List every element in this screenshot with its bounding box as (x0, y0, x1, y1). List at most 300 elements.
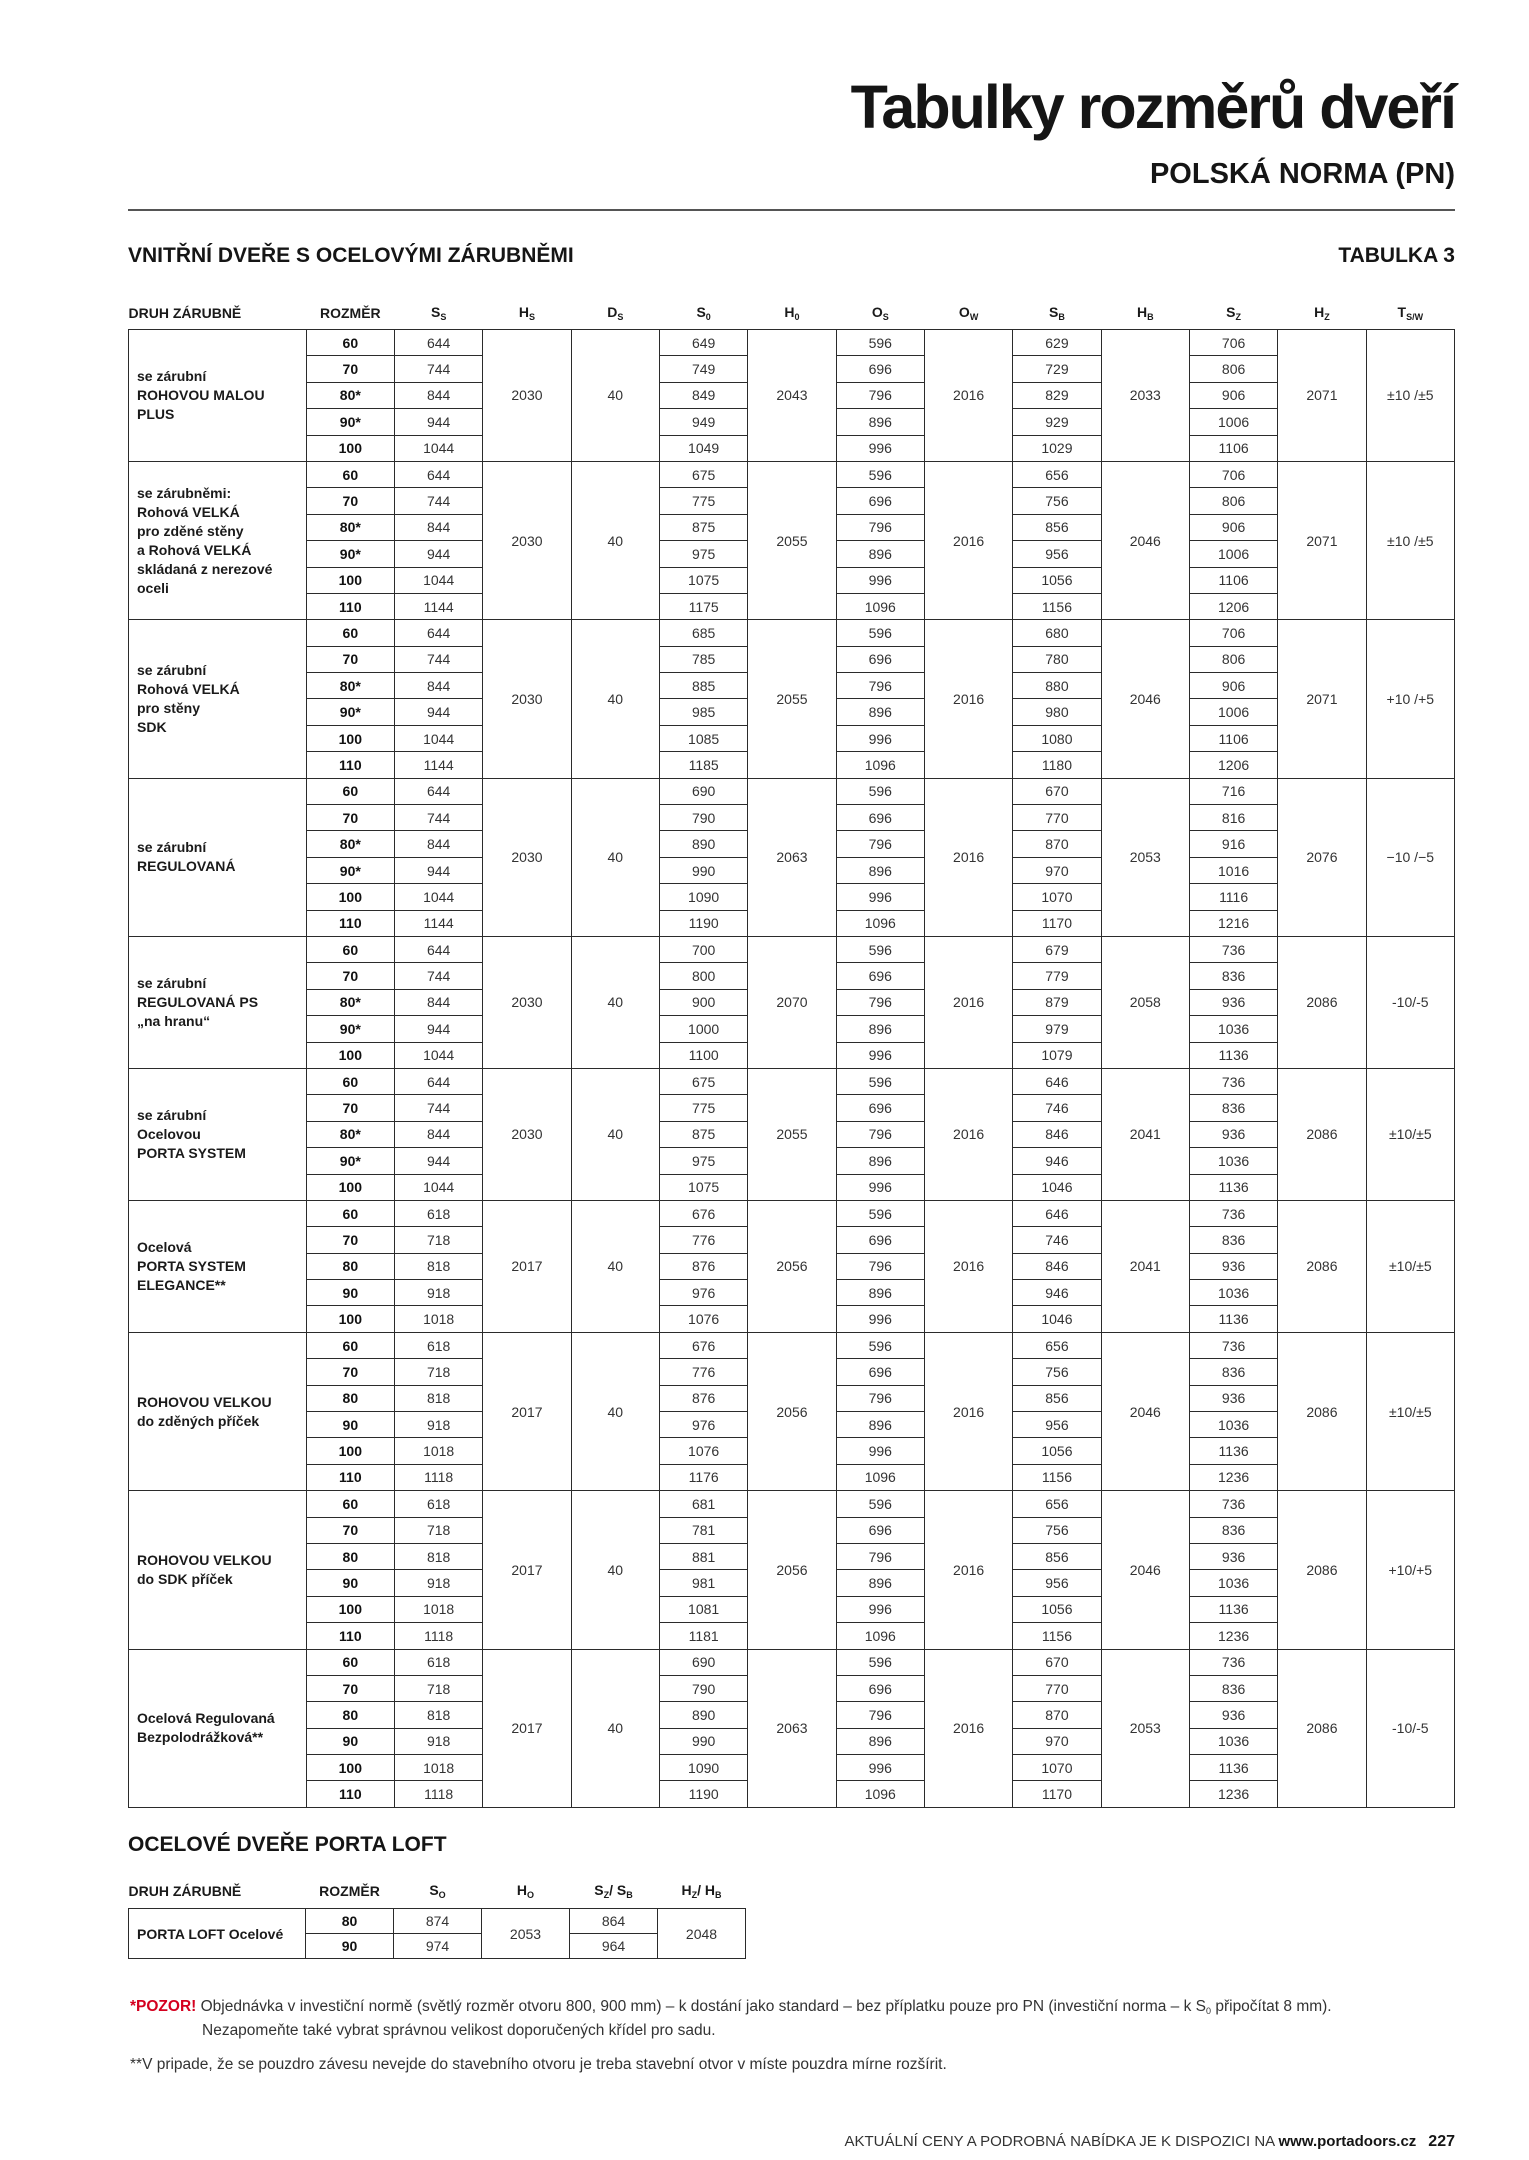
os-cell: 696 (836, 1517, 924, 1543)
hs-cell: 2030 (483, 778, 571, 936)
sz-cell: 816 (1189, 805, 1277, 831)
ss-cell: 1044 (394, 725, 482, 751)
os-cell: 896 (836, 541, 924, 567)
sz-cell: 736 (1189, 1200, 1277, 1226)
os-cell: 596 (836, 1068, 924, 1094)
sz-cell: 936 (1189, 1702, 1277, 1728)
ss-cell: 744 (394, 805, 482, 831)
s0-cell: 976 (659, 1280, 747, 1306)
warning-text: Objednávka v investiční normě (světlý rozměr otvoru 800, 900 mm) – k dostání jako standard – bez příplatku pouze pro PN (investiční norma – k S (196, 1998, 1207, 2015)
sb-cell: 1170 (1013, 1781, 1101, 1807)
size-cell: 80* (306, 831, 394, 857)
s0-cell: 975 (659, 541, 747, 567)
sz-cell: 1136 (1189, 1042, 1277, 1068)
sb-cell: 1080 (1013, 725, 1101, 751)
hs-cell: 2017 (483, 1332, 571, 1490)
os-cell: 796 (836, 1543, 924, 1569)
column-header: $H_Z/$ $H_B$ (681, 1882, 722, 1900)
sb-cell: 879 (1013, 989, 1101, 1015)
s0-cell: 876 (659, 1253, 747, 1279)
ow-cell: 2016 (924, 1068, 1012, 1200)
column-header: $S_O$ (429, 1882, 446, 1900)
os-cell: 596 (836, 1200, 924, 1226)
table-row (129, 1491, 1455, 1517)
ow-cell: 2016 (924, 1491, 1012, 1649)
h0-cell: 2055 (748, 1068, 836, 1200)
ss-cell: 844 (394, 1121, 482, 1147)
os-cell: 996 (836, 884, 924, 910)
sz-cell: 936 (1189, 1543, 1277, 1569)
warning-note (130, 1997, 1460, 2041)
ss-cell: 744 (394, 1095, 482, 1121)
ow-cell: 2016 (924, 778, 1012, 936)
hz-cell: 2086 (1278, 1068, 1366, 1200)
ss-cell: 1118 (394, 1464, 482, 1490)
ow-cell: 2016 (924, 461, 1012, 619)
os-cell: 896 (836, 1728, 924, 1754)
hb-cell: 2053 (1101, 1649, 1189, 1807)
os-cell: 896 (836, 1280, 924, 1306)
warning-tail: připočítat 8 mm). (1211, 1998, 1332, 2015)
sz-cell: 836 (1189, 1095, 1277, 1121)
h0-cell: 2063 (748, 1649, 836, 1807)
size-cell: 90* (306, 409, 394, 435)
ss-cell: 918 (394, 1412, 482, 1438)
ds-cell: 40 (571, 936, 659, 1068)
column-header: DRUH ZÁRUBNĚ (128, 1883, 242, 1899)
column-header: ROZMĚR (319, 305, 381, 321)
size-cell: 70 (306, 1227, 394, 1253)
sz-cell: 1036 (1189, 1728, 1277, 1754)
sb-cell: 656 (1013, 461, 1101, 487)
ss-cell: 744 (394, 356, 482, 382)
sb-cell: 770 (1013, 805, 1101, 831)
sb-cell: 1180 (1013, 752, 1101, 778)
os-cell: 596 (836, 1491, 924, 1517)
s0-cell: 790 (659, 805, 747, 831)
tolerance-cell: −10 /−5 (1366, 778, 1454, 936)
h0-cell: 2070 (748, 936, 836, 1068)
sb-cell: 670 (1013, 1649, 1101, 1675)
os-cell: 796 (836, 989, 924, 1015)
os-cell: 596 (836, 1649, 924, 1675)
ss-cell: 1018 (394, 1306, 482, 1332)
ss-cell: 744 (394, 646, 482, 672)
tolerance-cell: ±10 /±5 (1366, 461, 1454, 619)
os-cell: 596 (836, 1332, 924, 1358)
s0-cell: 1075 (659, 1174, 747, 1200)
sz-cell: 806 (1189, 356, 1277, 382)
sz-cell: 736 (1189, 1332, 1277, 1358)
tolerance-cell: -10/-5 (1366, 936, 1454, 1068)
sb-cell: 956 (1013, 541, 1101, 567)
os-cell: 896 (836, 409, 924, 435)
ss-cell: 844 (394, 382, 482, 408)
sb-cell: 856 (1013, 1543, 1101, 1569)
ss-cell: 1044 (394, 1042, 482, 1068)
frame-type-cell: Ocelová PORTA SYSTEM ELEGANCE** (129, 1200, 307, 1332)
table-row (129, 461, 1455, 487)
column-header: $O_W$ (958, 304, 979, 322)
size-cell: 80 (306, 1702, 394, 1728)
s0-cell: 949 (659, 409, 747, 435)
table-row (129, 620, 1455, 646)
warning-sub: 0 (1206, 2006, 1212, 2016)
ow-cell: 2016 (924, 1332, 1012, 1490)
sz-cell: 836 (1189, 963, 1277, 989)
sb-cell: 946 (1013, 1280, 1101, 1306)
sb-cell: 856 (1013, 514, 1101, 540)
sz-cell: 906 (1189, 382, 1277, 408)
header-divider (128, 209, 1455, 211)
table-row (129, 1649, 1455, 1675)
ss-cell: 1018 (394, 1438, 482, 1464)
size-cell: 100 (306, 1596, 394, 1622)
size-cell: 60 (306, 1068, 394, 1094)
sz-cell: 906 (1189, 514, 1277, 540)
os-cell: 796 (836, 1253, 924, 1279)
s0-cell: 1000 (659, 1016, 747, 1042)
os-cell: 596 (836, 778, 924, 804)
loft-size-cell: 80 (306, 1909, 394, 1934)
ss-cell: 1144 (394, 752, 482, 778)
ss-cell: 618 (394, 1200, 482, 1226)
sb-cell: 646 (1013, 1068, 1101, 1094)
ss-cell: 644 (394, 330, 482, 356)
sb-cell: 829 (1013, 382, 1101, 408)
ss-cell: 718 (394, 1359, 482, 1385)
tolerance-cell: ±10/±5 (1366, 1332, 1454, 1490)
ow-cell: 2016 (924, 1200, 1012, 1332)
size-cell: 110 (306, 1623, 394, 1649)
sb-cell: 1156 (1013, 593, 1101, 619)
h0-cell: 2055 (748, 461, 836, 619)
size-cell: 60 (306, 461, 394, 487)
frame-type-cell: ROHOVOU VELKOU do SDK příček (129, 1491, 307, 1649)
s0-cell: 690 (659, 778, 747, 804)
column-header: $S_S$ (430, 304, 447, 322)
sz-cell: 1136 (1189, 1755, 1277, 1781)
sz-cell: 1116 (1189, 884, 1277, 910)
os-cell: 796 (836, 514, 924, 540)
size-cell: 90* (306, 541, 394, 567)
sb-cell: 746 (1013, 1227, 1101, 1253)
os-cell: 996 (836, 435, 924, 461)
size-cell: 90 (306, 1728, 394, 1754)
s0-cell: 775 (659, 1095, 747, 1121)
sz-cell: 1006 (1189, 541, 1277, 567)
ss-cell: 944 (394, 1016, 482, 1042)
ds-cell: 40 (571, 620, 659, 778)
os-cell: 596 (836, 330, 924, 356)
size-cell: 90* (306, 1016, 394, 1042)
sb-cell: 729 (1013, 356, 1101, 382)
os-cell: 996 (836, 725, 924, 751)
s0-cell: 776 (659, 1359, 747, 1385)
sb-cell: 980 (1013, 699, 1101, 725)
ss-cell: 918 (394, 1728, 482, 1754)
s0-cell: 1181 (659, 1623, 747, 1649)
size-cell: 100 (306, 1042, 394, 1068)
table-label: TABULKA 3 (1338, 244, 1455, 267)
hz-cell: 2086 (1278, 936, 1366, 1068)
s0-cell: 1090 (659, 884, 747, 910)
tolerance-cell: -10/-5 (1366, 1649, 1454, 1807)
ow-cell: 2016 (924, 1649, 1012, 1807)
os-cell: 896 (836, 1570, 924, 1596)
sb-cell: 880 (1013, 673, 1101, 699)
size-cell: 80 (306, 1543, 394, 1569)
ss-cell: 1044 (394, 567, 482, 593)
tolerance-cell: +10/+5 (1366, 1491, 1454, 1649)
os-cell: 996 (836, 1174, 924, 1200)
sz-cell: 706 (1189, 461, 1277, 487)
sb-cell: 1170 (1013, 910, 1101, 936)
warning-line2: Nezapomeňte také vybrat správnou velikost doporučených křídel pro sadu. (202, 2022, 716, 2039)
s0-cell: 675 (659, 461, 747, 487)
sb-cell: 970 (1013, 1728, 1101, 1754)
sb-cell: 770 (1013, 1675, 1101, 1701)
sz-cell: 836 (1189, 1227, 1277, 1253)
sz-cell: 736 (1189, 1068, 1277, 1094)
sz-cell: 1136 (1189, 1438, 1277, 1464)
sz-cell: 916 (1189, 831, 1277, 857)
sb-cell: 929 (1013, 409, 1101, 435)
h0-cell: 2043 (748, 330, 836, 462)
s0-cell: 676 (659, 1200, 747, 1226)
sb-cell: 870 (1013, 1702, 1101, 1728)
sz-cell: 1036 (1189, 1280, 1277, 1306)
s0-cell: 990 (659, 1728, 747, 1754)
footer-text: AKTUÁLNÍ CENY A PODROBNÁ NABÍDKA JE K DISPOZICI NA (844, 2133, 1279, 2150)
size-cell: 100 (306, 1174, 394, 1200)
os-cell: 1096 (836, 1464, 924, 1490)
sb-cell: 1029 (1013, 435, 1101, 461)
table-row (129, 330, 1455, 356)
hs-cell: 2030 (483, 620, 571, 778)
size-cell: 60 (306, 778, 394, 804)
size-cell: 70 (306, 1359, 394, 1385)
column-header: $O_S$ (871, 304, 889, 322)
os-cell: 796 (836, 1385, 924, 1411)
ss-cell: 944 (394, 857, 482, 883)
hb-cell: 2033 (1101, 330, 1189, 462)
sz-cell: 836 (1189, 1517, 1277, 1543)
ss-cell: 844 (394, 831, 482, 857)
warning-label: *POZOR! (130, 1998, 197, 2015)
s0-cell: 1049 (659, 435, 747, 461)
size-cell: 90 (306, 1280, 394, 1306)
os-cell: 996 (836, 1306, 924, 1332)
sz-cell: 1106 (1189, 725, 1277, 751)
s0-cell: 681 (659, 1491, 747, 1517)
s0-cell: 749 (659, 356, 747, 382)
hb-cell: 2046 (1101, 1491, 1189, 1649)
ss-cell: 644 (394, 620, 482, 646)
table-row (129, 1068, 1455, 1094)
size-cell: 100 (306, 725, 394, 751)
page-number: 227 (1428, 2133, 1455, 2150)
sb-cell: 656 (1013, 1491, 1101, 1517)
table-header-row (129, 297, 1455, 330)
ss-cell: 918 (394, 1570, 482, 1596)
size-cell: 80* (306, 673, 394, 699)
hb-cell: 2041 (1101, 1200, 1189, 1332)
size-cell: 70 (306, 356, 394, 382)
ss-cell: 1018 (394, 1755, 482, 1781)
s0-cell: 1076 (659, 1438, 747, 1464)
sb-cell: 629 (1013, 330, 1101, 356)
sb-cell: 846 (1013, 1121, 1101, 1147)
hs-cell: 2017 (483, 1491, 571, 1649)
size-cell: 110 (306, 1464, 394, 1490)
sz-cell: 1216 (1189, 910, 1277, 936)
size-cell: 70 (306, 1517, 394, 1543)
size-cell: 90 (306, 1412, 394, 1438)
h0-cell: 2056 (748, 1332, 836, 1490)
s0-cell: 1190 (659, 1781, 747, 1807)
s0-cell: 976 (659, 1412, 747, 1438)
sb-cell: 1070 (1013, 884, 1101, 910)
sb-cell: 780 (1013, 646, 1101, 672)
column-header: $H_0$ (784, 304, 800, 322)
sb-cell: 670 (1013, 778, 1101, 804)
sz-cell: 1016 (1189, 857, 1277, 883)
loft-so-cell: 874 (394, 1909, 482, 1934)
os-cell: 796 (836, 1121, 924, 1147)
ss-cell: 918 (394, 1280, 482, 1306)
size-cell: 90 (306, 1570, 394, 1596)
sb-cell: 956 (1013, 1570, 1101, 1596)
table-row (129, 1200, 1455, 1226)
hz-cell: 2086 (1278, 1332, 1366, 1490)
column-header: $S_B$ (1049, 304, 1065, 322)
column-header: ROZMĚR (319, 1883, 380, 1899)
s0-cell: 776 (659, 1227, 747, 1253)
sz-cell: 1006 (1189, 699, 1277, 725)
sz-cell: 1036 (1189, 1016, 1277, 1042)
loft-so-cell: 974 (394, 1934, 482, 1959)
os-cell: 896 (836, 1148, 924, 1174)
size-cell: 60 (306, 330, 394, 356)
ss-cell: 844 (394, 989, 482, 1015)
s0-cell: 1081 (659, 1596, 747, 1622)
footer-url[interactable]: www.portadoors.cz (1278, 2133, 1417, 2150)
loft-header-row (129, 1874, 746, 1909)
s0-cell: 890 (659, 831, 747, 857)
size-cell: 100 (306, 1306, 394, 1332)
ss-cell: 844 (394, 673, 482, 699)
hs-cell: 2017 (483, 1200, 571, 1332)
column-header: $S_Z/$ $S_B$ (594, 1882, 633, 1900)
ss-cell: 718 (394, 1675, 482, 1701)
sz-cell: 836 (1189, 1675, 1277, 1701)
sz-cell: 706 (1189, 620, 1277, 646)
sz-cell: 936 (1189, 989, 1277, 1015)
size-cell: 100 (306, 1755, 394, 1781)
ss-cell: 944 (394, 1148, 482, 1174)
tolerance-cell: ±10/±5 (1366, 1200, 1454, 1332)
ss-cell: 818 (394, 1543, 482, 1569)
ds-cell: 40 (571, 461, 659, 619)
s0-cell: 785 (659, 646, 747, 672)
sb-cell: 1156 (1013, 1623, 1101, 1649)
hs-cell: 2030 (483, 936, 571, 1068)
ss-cell: 818 (394, 1253, 482, 1279)
hb-cell: 2053 (1101, 778, 1189, 936)
size-cell: 80* (306, 382, 394, 408)
os-cell: 696 (836, 805, 924, 831)
loft-szsb-cell: 864 (570, 1909, 658, 1934)
os-cell: 996 (836, 567, 924, 593)
section-title-porta-loft: OCELOVÉ DVEŘE PORTA LOFT (128, 1833, 447, 1856)
s0-cell: 1100 (659, 1042, 747, 1068)
s0-cell: 1075 (659, 567, 747, 593)
column-header: $S_0$ (696, 304, 711, 322)
hb-cell: 2041 (1101, 1068, 1189, 1200)
ss-cell: 844 (394, 514, 482, 540)
size-cell: 90* (306, 857, 394, 883)
size-cell: 60 (306, 936, 394, 962)
os-cell: 596 (836, 620, 924, 646)
ow-cell: 2016 (924, 620, 1012, 778)
size-cell: 80* (306, 514, 394, 540)
size-cell: 110 (306, 752, 394, 778)
sb-cell: 756 (1013, 1517, 1101, 1543)
s0-cell: 1176 (659, 1464, 747, 1490)
hz-cell: 2086 (1278, 1491, 1366, 1649)
sb-cell: 870 (1013, 831, 1101, 857)
dimensions-table (128, 297, 1455, 1808)
os-cell: 896 (836, 857, 924, 883)
sb-cell: 1079 (1013, 1042, 1101, 1068)
sz-cell: 1206 (1189, 593, 1277, 619)
s0-cell: 985 (659, 699, 747, 725)
os-cell: 1096 (836, 910, 924, 936)
ss-cell: 1144 (394, 910, 482, 936)
size-cell: 110 (306, 910, 394, 936)
s0-cell: 685 (659, 620, 747, 646)
os-cell: 996 (836, 1042, 924, 1068)
size-cell: 80 (306, 1253, 394, 1279)
hz-cell: 2071 (1278, 330, 1366, 462)
os-cell: 696 (836, 1359, 924, 1385)
ss-cell: 1118 (394, 1781, 482, 1807)
sb-cell: 979 (1013, 1016, 1101, 1042)
frame-type-cell: se zárubní Ocelovou PORTA SYSTEM (129, 1068, 307, 1200)
s0-cell: 1175 (659, 593, 747, 619)
sz-cell: 1136 (1189, 1174, 1277, 1200)
table-row (129, 936, 1455, 962)
sb-cell: 779 (1013, 963, 1101, 989)
page-title: Tabulky rozměrů dveří (850, 73, 1455, 141)
ss-cell: 1044 (394, 435, 482, 461)
ss-cell: 744 (394, 963, 482, 989)
loft-frame-type: PORTA LOFT Ocelové (129, 1909, 306, 1959)
loft-row (129, 1909, 746, 1934)
hb-cell: 2058 (1101, 936, 1189, 1068)
size-cell: 60 (306, 1200, 394, 1226)
s0-cell: 781 (659, 1517, 747, 1543)
os-cell: 696 (836, 488, 924, 514)
s0-cell: 900 (659, 989, 747, 1015)
tolerance-cell: ±10 /±5 (1366, 330, 1454, 462)
os-cell: 1096 (836, 1781, 924, 1807)
s0-cell: 649 (659, 330, 747, 356)
sz-cell: 936 (1189, 1385, 1277, 1411)
sb-cell: 1056 (1013, 1596, 1101, 1622)
ow-cell: 2016 (924, 936, 1012, 1068)
